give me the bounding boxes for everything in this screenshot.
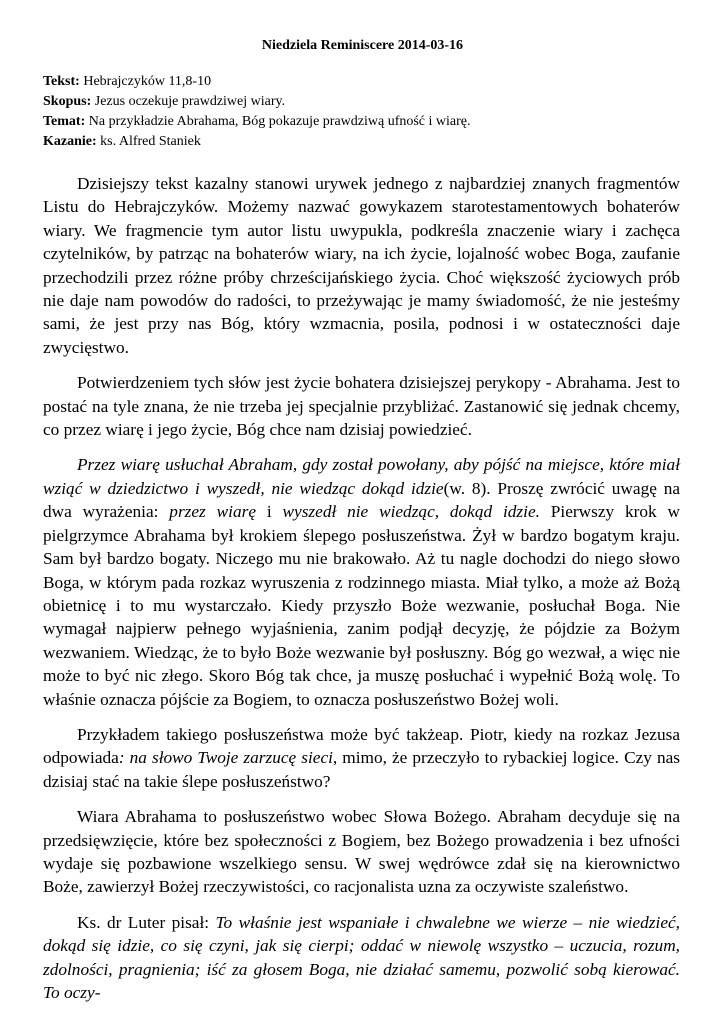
paragraph-peter <box>43 723 680 793</box>
paragraph-abraham: Potwierdzeniem tych słów jest życie bohatera dzisiejszej perykopy - Abrahama. Jest to postać na tyle znana, że nie trzeba jej specjalnie przybliżać. Zastanowić się jednak chcemy, co przez wiarę i jego życie, Bóg chce nam dzisiaj powiedzieć. <box>43 373 680 440</box>
meta-label: Temat: <box>43 114 86 129</box>
paragraph-faith <box>43 453 680 710</box>
paragraph-text: Pierwszy krok w pielgrzymce Abrahama był krokiem ślepego posłuszeństwa. Żył w bardzo bogatym kraju. Sam był bardzo bogaty. Niczego mu nie brakowało. Aż tu nagle dochodzi do niego słowo Boga, w którym pada rozkaz wyruszenia z rodzinnego miasta. Miał tylko, a może aż Bożą obietnicę i to mu wystarczało. Kiedy przyszło Boże wezwanie, posłuchał Boga. Nie wymagał najpierw pełnego wyjaśnienia, zanim podjął decyzję, że pójdzie za Bożym wezwaniem. Wiedząc, że to było Boże wezwanie był posłuszny. Bóg go wezwał, a więc nie może to być nic złego. Skoro Bóg tak chce, ja muszę posłuchać i wypełnić Bożą wolę. To właśnie oznacza pójście za Bogiem, to oznacza posłuszeństwo Bożej woli. <box>43 502 681 709</box>
meta-label: Skopus: <box>43 94 92 109</box>
paragraph-luther <box>43 911 680 1005</box>
document-title: Niedziela Reminiscere 2014-03-16 <box>261 38 464 53</box>
meta-label: Kazanie: <box>43 134 97 149</box>
meta-label: Tekst: <box>43 74 80 89</box>
sermon-metadata <box>43 72 471 152</box>
paragraph-text: Ks. dr Luter pisał: <box>77 912 216 932</box>
meta-value: ks. Alfred Staniek <box>100 134 201 149</box>
meta-value: Na przykładzie Abrahama, Bóg pokazuje prawdziwą ufność i wiarę. <box>88 114 471 129</box>
verse-reference: (w. 8). Proszę zwrócić uwagę na dwa wyrażenia: <box>43 478 681 522</box>
paragraph-intro: Dzisiejszy tekst kazalny stanowi urywek jednego z najbardziej znanych fragmentów Listu do Hebrajczyków. Możemy nazwać gowykazem starotestamentowych bohaterów wiary. We fragmencie tym autor listu uwypukla, podkreśla znaczenie wiary i zachęca czytelników, by patrząc na bohaterów wiary, na ich życie, lojalność wobec Boga, zaufanie przechodzili przez różne próby chrześcijańskiego życia. Choć większość życiowych prób nie daje nam powodów do radości, to przeżywając je mamy świadomość, że nie jesteśmy sami, że jest przy nas Bóg, który wzmacnia, posila, podnosi i w ostateczności daje zwycięstwo. <box>43 174 680 357</box>
paragraph-obedience: Wiara Abrahama to posłuszeństwo wobec Słowa Bożego. Abraham decyduje się na przedsięwzięcie, które bez społeczności z Bogiem, bez Bożego prowadzenia i bez ufności wydaje się pozbawione wszelkiego sensu. W swej wędrówce zdał się na kierownictwo Boże, zawierzył Bożej rzeczywistości, co racjonalista uzna za oczywiste szaleństwo. <box>43 807 680 897</box>
meta-theme-row <box>43 112 471 132</box>
meta-value: Hebrajczyków 11,8-10 <box>83 74 212 89</box>
luther-quote: To właśnie jest wspaniałe i chwalebne we wierze – nie wiedzieć, dokąd się idzie, co się czyni, jak się cierpi; oddać w niewolę wszystko – uczucia, rozum, zdolności, pragnienia; iść za głosem Boga, nie działać samemu, pozwolić sobą kierować. To oczy- <box>43 912 680 1002</box>
meta-preacher-row <box>43 132 471 152</box>
meta-text-row <box>43 72 471 92</box>
phrase-quote: przez wiarę <box>169 502 256 522</box>
phrase-quote: wyszedł nie wiedząc, dokąd idzie. <box>282 502 540 522</box>
paragraph-text: , mimo, że przeczyło to rybackiej logice. Czy nas dzisiaj stać na takie ślepe posłuszeństwo? <box>43 748 680 791</box>
conjunction: i <box>256 502 283 522</box>
scripture-quote: : na słowo Twoje zarzucę sieci <box>118 748 333 768</box>
paragraph-text: Przykładem takiego posłuszeństwa może być takżeap. Piotr, kiedy na rozkaz Jezusa odpowiada <box>43 724 680 768</box>
scripture-quote: Przez wiarę usłuchał Abraham, gdy został powołany, aby pójść na miejsce, które miał wziąć w dziedzictwo i wyszedł, nie wiedząc dokąd idzie <box>43 455 680 498</box>
meta-scope-row <box>43 92 471 112</box>
sermon-body <box>43 172 680 1016</box>
meta-value: Jezus oczekuje prawdziwej wiary. <box>94 94 286 109</box>
